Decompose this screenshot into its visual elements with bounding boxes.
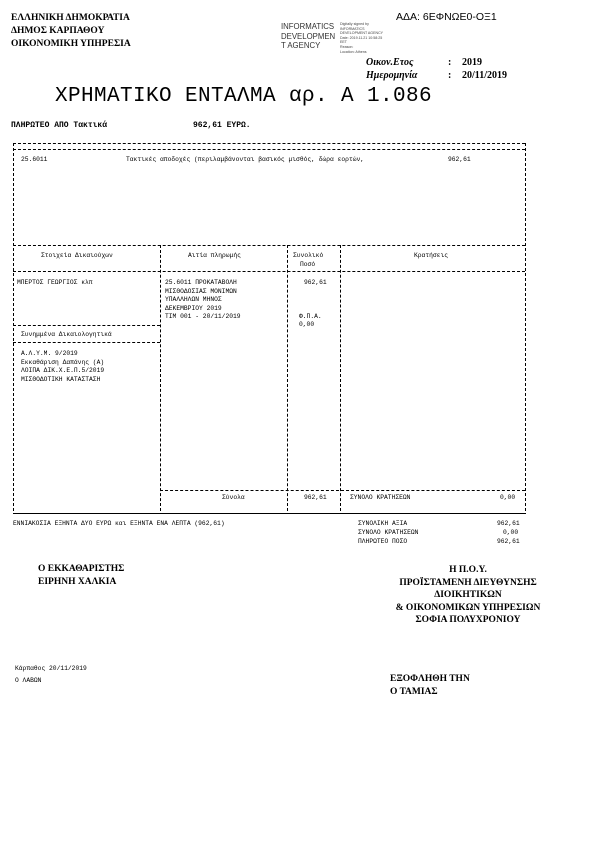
document-date: 20/11/2019 (462, 70, 508, 81)
signature-watermark (281, 22, 335, 51)
org-line: ΔΗΜΟΣ ΚΑΡΠΑΘΟΥ (11, 26, 105, 36)
fiscal-year-label: Οικον.Ετος (366, 57, 414, 68)
account-description: Τακτικές αποδοχές (περιλαμβάνονται βασικός μισθός, δώρα εορτών, (126, 156, 365, 163)
sum-label: Σύνολα (222, 494, 245, 501)
watermark-line: INFORMATICS (281, 22, 335, 31)
page-title: ΧΡΗΜΑΤΙΚΟ ΕΝΤΑΛΜΑ αρ. Α 1.086 (55, 85, 433, 108)
deductions-total: 0,00 (500, 494, 516, 501)
summary-label: ΣΥΝΟΛΟ ΚΡΑΤΗΣΕΩΝ (358, 529, 419, 536)
divider (13, 143, 525, 144)
org-line: ΟΙΚΟΝΟΜΙΚΗ ΥΠΗΡΕΣΙΑ (11, 39, 131, 49)
summary-label: ΠΛΗΡΩΤΕΟ ΠΟΣΟ (358, 538, 408, 545)
organization-header (11, 12, 131, 51)
reason-line: ΤΙΜ 001 - 20/11/2019 (165, 313, 241, 320)
liquidator-name: ΕΙΡΗΝΗ ΧΑΛΚΙΑ (38, 577, 117, 587)
colon: : (448, 57, 452, 68)
column-header-deductions: Κρατήσεις (414, 252, 449, 259)
column-header-total: Συνολικό (293, 252, 324, 259)
divider (13, 513, 526, 514)
beneficiary-name: ΜΠΕΡΤΟΣ ΓΕΩΡΓΙΟΣ κλπ (17, 279, 93, 286)
signature-detail: Location: Athens (340, 49, 367, 54)
deductions-total-label: ΣΥΝΟΛΟ ΚΡΑΤΗΣΕΩΝ (350, 494, 411, 501)
column-header-beneficiary: Στοιχεία Δικαιούχων (41, 252, 113, 259)
divider (340, 245, 341, 511)
reason-line: ΜΙΣΘΟΔΟΣΙΑΣ ΜΟΝΙΜΩΝ (165, 287, 237, 295)
summary-value: 962,61 (497, 538, 520, 545)
divider (13, 271, 525, 272)
divider (160, 490, 525, 491)
signature-detail: Reason: (340, 44, 354, 49)
approver-block (368, 564, 568, 627)
ada-code: ΑΔΑ: 6ΕΦΝΩΕ0-ΟΞ1 (396, 11, 497, 23)
paid-label: ΕΞΟΦΛΗΘΗ ΤΗΝ (390, 674, 470, 684)
liquidator-title: Ο ΕΚΚΑΘΑΡΙΣΤΗΣ (38, 564, 125, 574)
divider (525, 143, 526, 511)
watermark-line: T AGENCY (281, 41, 321, 50)
signature-detail: INFORMATICS (340, 26, 365, 31)
approver-line: ΣΟΦΙΑ ΠΟΛΥΧΡΟΝΙΟΥ (415, 615, 521, 625)
signature-detail: DEVELOPMENT AGENCY (340, 31, 384, 36)
payment-amount: 962,61 ΕΥΡΩ. (193, 121, 251, 130)
attached-doc: Α.Λ.Υ.Μ. 9/2019 (21, 350, 78, 357)
divider (160, 245, 161, 511)
divider (13, 325, 160, 326)
attached-doc: ΜΙΣΘΟΔΟΤΙΚΗ ΚΑΤΑΣΤΑΣΗ (21, 375, 101, 383)
summary-label: ΣΥΝΟΛΙΚΗ ΑΞΙΑ (358, 520, 408, 527)
column-header-total-sub: Ποσό (300, 261, 316, 268)
sum-total: 962,61 (304, 494, 327, 501)
signature-details (340, 22, 383, 54)
signature-detail: Digitally signed by (340, 22, 369, 26)
approver-line: ΠΡΟΪΣΤΑΜΕΝΗ ΔΙΕΥΘΥΝΣΗΣ (399, 577, 537, 588)
account-code: 25.6011 (21, 156, 48, 163)
attached-doc: Εκκαθάριση Δαπάνης (Α) (21, 358, 105, 366)
amount-in-words: ΕΝΝΙΑΚΟΣΙΑ ΕΞΗΝΤΑ ΔΥΟ ΕΥΡΩ και ΕΞΗΝΤΑ ΕΝΑ ΛΕΠΤΑ (962,61) (13, 520, 225, 527)
divider (13, 143, 14, 511)
receiver-label: Ο ΛΑΒΩΝ (15, 677, 42, 684)
date-label: Ημερομηνία (366, 70, 418, 81)
vat-label: Φ.Π.Α. (299, 313, 322, 320)
summary-value: 962,61 (497, 520, 520, 527)
org-line: ΕΛΛΗΝΙΚΗ ΔΗΜΟΚΡΑΤΙΑ (11, 13, 130, 23)
signature-detail: EET (340, 40, 347, 45)
payment-reason (165, 279, 241, 322)
cashier-label: Ο ΤΑΜΙΑΣ (390, 687, 438, 697)
fiscal-year: 2019 (462, 57, 482, 68)
row-total: 962,61 (304, 279, 327, 286)
payment-label: ΠΛΗΡΩΤΕΟ ΑΠΟ Τακτικά (11, 121, 108, 130)
summary-value: 0,00 (503, 529, 519, 536)
attached-doc: ΛΟΙΠΑ ΔΙΚ.Χ.Ε.Π.5/2019 (21, 367, 105, 374)
reason-line: ΥΠΑΛΛΗΛΩΝ ΜΗΝΟΣ (165, 296, 222, 303)
account-amount: 962,61 (448, 156, 471, 163)
attached-docs-list (21, 350, 104, 384)
vat-value: 0,00 (299, 321, 315, 328)
divider (287, 245, 288, 511)
approver-line: ΔΙΟΙΚΗΤΙΚΩΝ (434, 590, 502, 600)
approver-line: Η Π.Ο.Υ. (449, 565, 487, 575)
column-header-reason: Αιτία πληρωμής (188, 252, 241, 259)
signature-detail: Date: 2019.11.21 10:58:25 (340, 35, 383, 40)
divider (13, 149, 525, 150)
reason-line: 25.6011 ΠΡΟΚΑΤΑΒΟΛΗ (165, 279, 237, 286)
divider (13, 245, 525, 246)
attached-docs-label: Συνημμένα Δικαιολογητικά (21, 331, 112, 338)
watermark-line: DEVELOPMEN (281, 31, 336, 41)
reason-line: ΔΕΚΕΜΒΡΙΟΥ 2019 (165, 304, 222, 312)
place-date: Κάρπαθος 20/11/2019 (15, 665, 87, 672)
divider (13, 342, 160, 343)
colon: : (448, 70, 452, 81)
approver-line: & ΟΙΚΟΝΟΜΙΚΩΝ ΥΠΗΡΕΣΙΩΝ (395, 602, 541, 613)
